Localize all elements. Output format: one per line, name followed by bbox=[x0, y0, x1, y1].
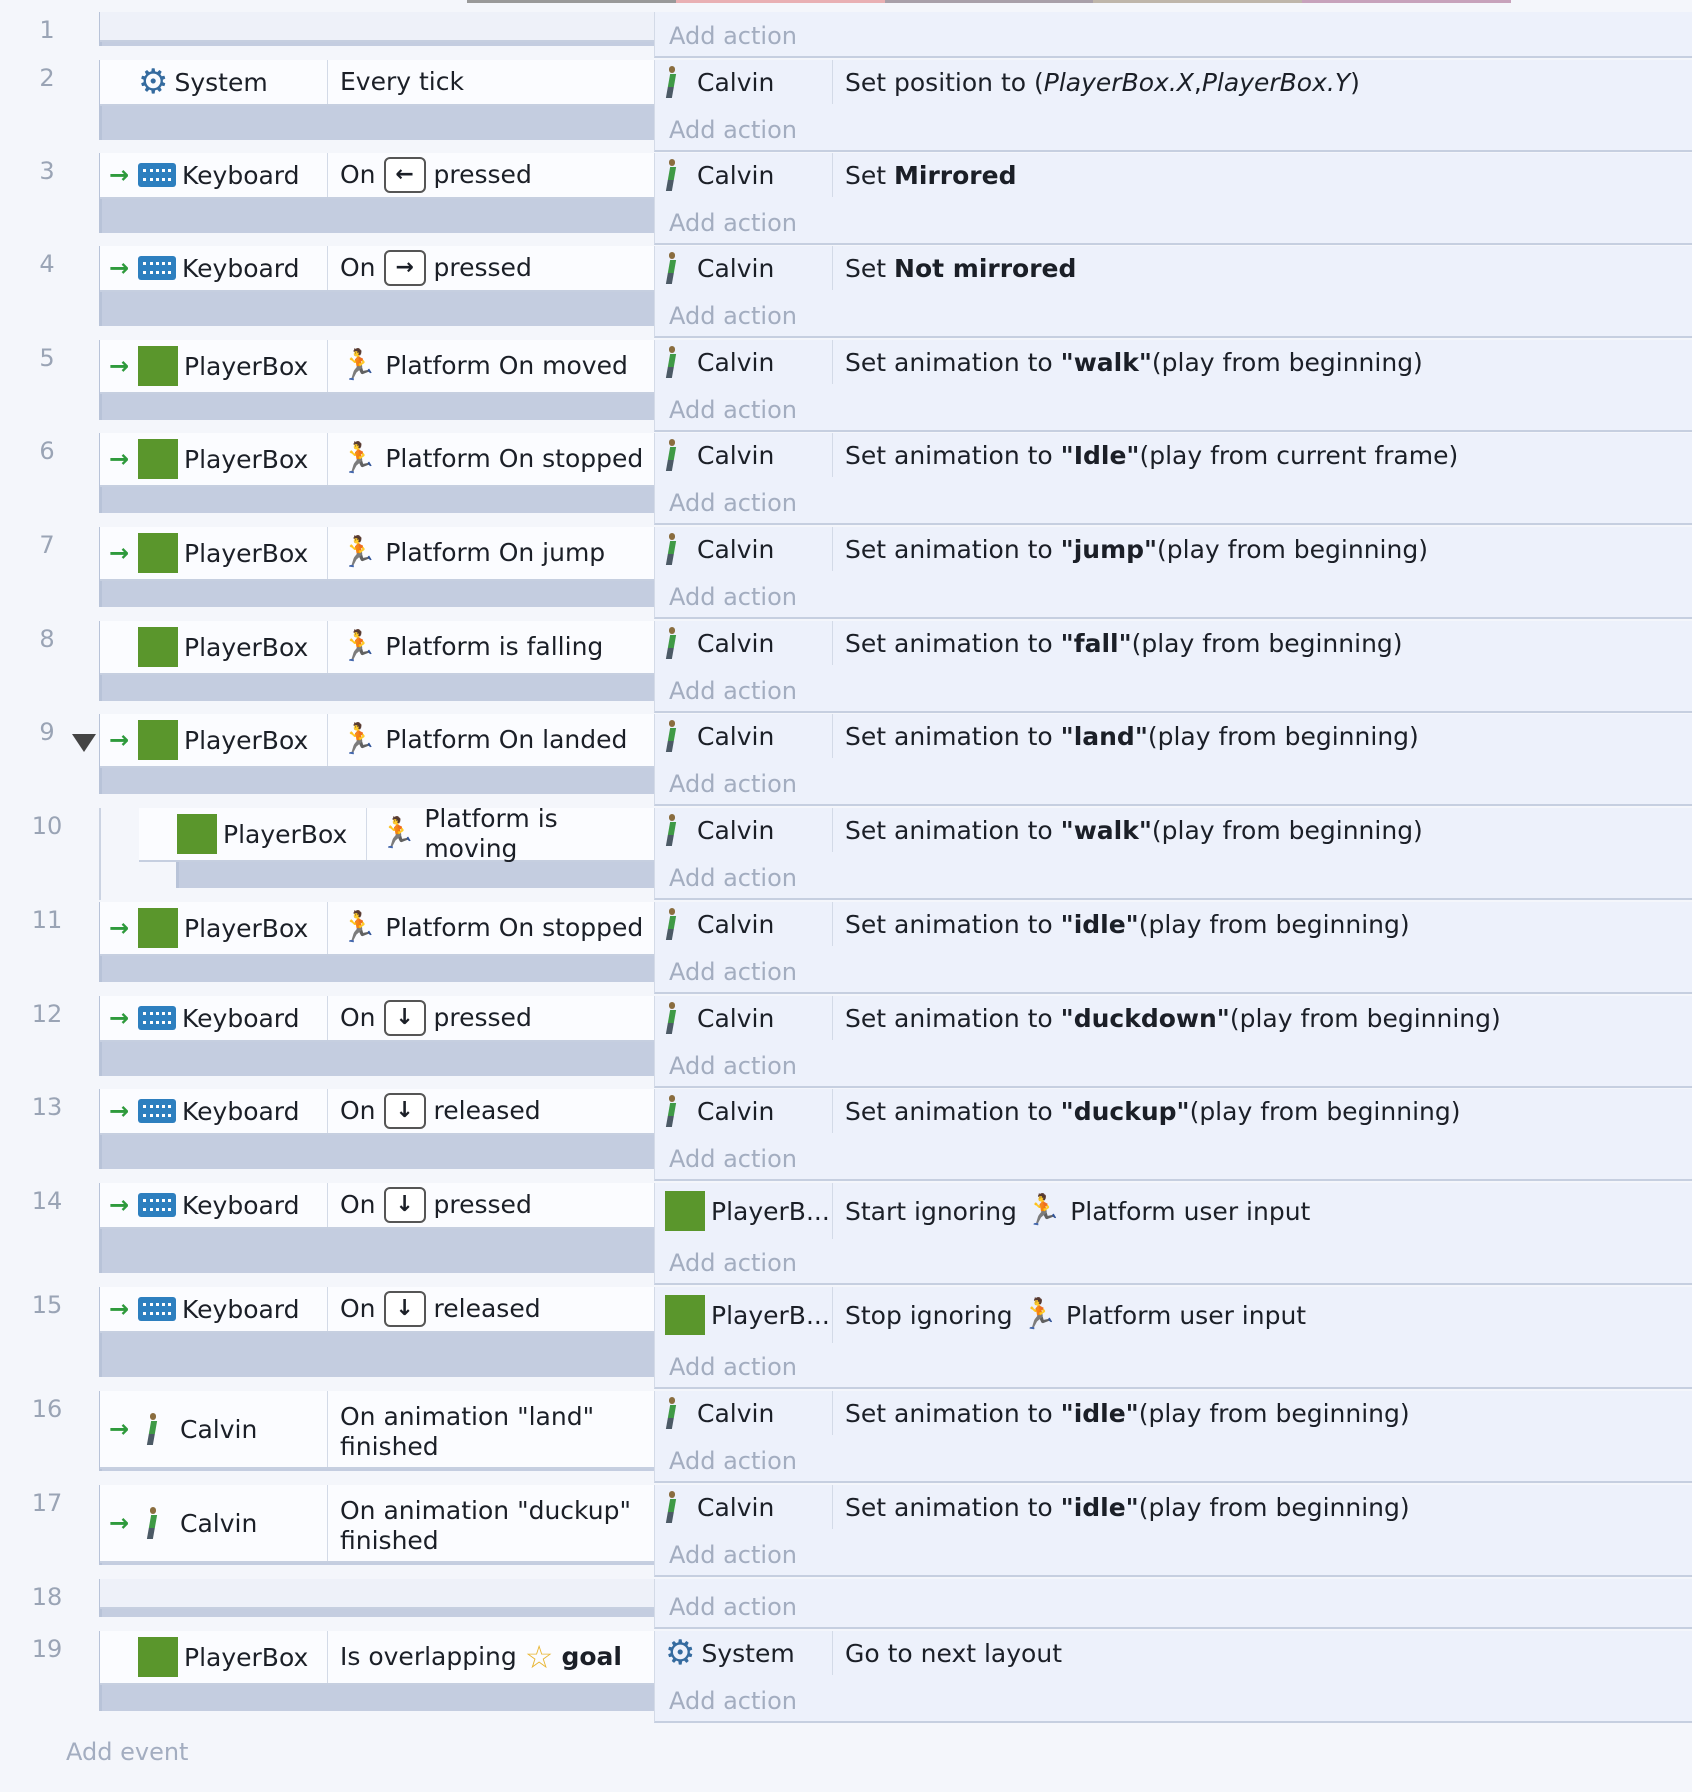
action-object[interactable]: Calvin bbox=[655, 1485, 833, 1529]
condition-text[interactable]: On ↓ released bbox=[328, 1291, 654, 1327]
add-action-link[interactable]: Add action bbox=[669, 1687, 797, 1715]
condition[interactable] bbox=[139, 804, 654, 863]
actions-area[interactable] bbox=[654, 996, 1692, 1088]
condition-object[interactable]: PlayerBox bbox=[177, 808, 367, 860]
event-row[interactable] bbox=[0, 1287, 1692, 1389]
calvin-sprite-icon bbox=[665, 1491, 677, 1523]
playerbox-icon bbox=[138, 720, 178, 760]
action-object[interactable]: Calvin bbox=[655, 902, 833, 946]
action[interactable] bbox=[655, 808, 1692, 852]
actions-area[interactable] bbox=[654, 1287, 1692, 1389]
action[interactable] bbox=[655, 1183, 1692, 1239]
playerbox-icon bbox=[138, 908, 178, 948]
action-text[interactable]: Set animation to "idle" (play from beginning) bbox=[845, 1492, 1410, 1522]
condition-object[interactable]: PlayerBox bbox=[138, 902, 328, 954]
condition-text[interactable]: On ↓ pressed bbox=[328, 1187, 654, 1223]
calvin-sprite-icon bbox=[146, 1507, 158, 1539]
event-number: 12 bbox=[31, 1000, 63, 1028]
condition[interactable] bbox=[100, 433, 654, 487]
event-number: 8 bbox=[39, 625, 55, 653]
down-arrow-key-icon: ↓ bbox=[384, 1093, 426, 1129]
keyboard-icon bbox=[138, 1006, 176, 1030]
condition[interactable] bbox=[100, 1089, 654, 1135]
trigger-arrow-icon: → bbox=[108, 1191, 130, 1219]
event-number: 10 bbox=[31, 812, 63, 840]
condition[interactable] bbox=[100, 60, 654, 106]
platform-behavior-icon: 🏃 bbox=[1020, 1297, 1058, 1332]
nesting-line bbox=[99, 808, 101, 900]
condition[interactable] bbox=[100, 996, 654, 1042]
playerbox-icon bbox=[177, 814, 217, 854]
add-action-link[interactable]: Add action bbox=[669, 770, 797, 798]
collapse-toggle-icon[interactable] bbox=[72, 734, 96, 752]
trigger-arrow-icon: → bbox=[108, 1097, 130, 1125]
event-number: 2 bbox=[39, 64, 55, 92]
event-row[interactable] bbox=[0, 1579, 1692, 1629]
action[interactable] bbox=[655, 621, 1692, 665]
action[interactable] bbox=[655, 1485, 1692, 1529]
trigger-arrow-icon: → bbox=[108, 1295, 130, 1323]
event-row[interactable] bbox=[0, 1183, 1692, 1285]
action-text[interactable]: Set Not mirrored bbox=[845, 253, 1077, 283]
actions-area[interactable] bbox=[654, 1391, 1692, 1483]
action-text[interactable]: Set position to ( PlayerBox.X , PlayerBox.Y ) bbox=[845, 67, 1360, 97]
event-row[interactable] bbox=[0, 246, 1692, 338]
condition-object[interactable]: Calvin bbox=[138, 1391, 328, 1467]
right-arrow-key-icon: → bbox=[384, 250, 426, 286]
actions-area[interactable] bbox=[654, 1631, 1692, 1723]
condition-text[interactable]: Is overlapping ☆ goal bbox=[340, 1638, 622, 1676]
condition-text[interactable]: Every tick bbox=[340, 67, 464, 96]
action-object[interactable]: Calvin bbox=[655, 433, 833, 477]
condition[interactable] bbox=[100, 527, 654, 581]
platform-behavior-icon: 🏃 bbox=[340, 910, 378, 945]
condition-area[interactable] bbox=[100, 12, 654, 42]
condition-text[interactable]: 🏃 Platform On stopped bbox=[340, 441, 644, 476]
calvin-sprite-icon bbox=[665, 533, 677, 565]
action-text[interactable]: Set Mirrored bbox=[845, 160, 1017, 190]
event-row[interactable] bbox=[0, 340, 1692, 432]
action-text[interactable]: Set animation to "duckdown" (play from beginning) bbox=[845, 1003, 1501, 1033]
event-row[interactable] bbox=[0, 1391, 1692, 1483]
action-object[interactable]: Calvin bbox=[655, 1391, 833, 1435]
condition-object[interactable]: Keyboard bbox=[138, 246, 328, 290]
action-text[interactable]: Set animation to "fall" (play from beginning) bbox=[845, 628, 1403, 658]
action[interactable] bbox=[655, 340, 1692, 384]
action-object[interactable]: Calvin bbox=[655, 996, 833, 1040]
platform-behavior-icon: 🏃 bbox=[379, 816, 417, 851]
calvin-sprite-icon bbox=[665, 908, 677, 940]
event-number: 18 bbox=[31, 1583, 63, 1611]
action-object[interactable]: PlayerB... bbox=[655, 1183, 833, 1239]
down-arrow-key-icon: ↓ bbox=[384, 1187, 426, 1223]
condition-object[interactable]: Keyboard bbox=[138, 1089, 328, 1133]
condition[interactable] bbox=[100, 1631, 654, 1685]
action[interactable] bbox=[655, 1287, 1692, 1343]
condition-area[interactable] bbox=[100, 1579, 654, 1609]
event-number: 3 bbox=[39, 157, 55, 185]
sub-event-row[interactable] bbox=[0, 804, 1692, 900]
playerbox-icon bbox=[138, 533, 178, 573]
event-number: 15 bbox=[31, 1291, 63, 1319]
actions-area[interactable] bbox=[654, 808, 1692, 900]
platform-behavior-icon: 🏃 bbox=[1024, 1193, 1063, 1228]
event-number: 11 bbox=[31, 906, 63, 934]
action-object[interactable]: PlayerB... bbox=[655, 1287, 833, 1343]
event-number: 19 bbox=[31, 1635, 63, 1663]
condition-text[interactable]: On → pressed bbox=[328, 250, 654, 286]
actions-area[interactable] bbox=[654, 246, 1692, 338]
action-text[interactable]: Set animation to "land" (play from beginning) bbox=[845, 721, 1419, 751]
action-text[interactable]: Go to next layout bbox=[845, 1638, 1062, 1668]
trigger-arrow-icon: → bbox=[108, 445, 130, 473]
actions-area[interactable] bbox=[654, 527, 1692, 619]
add-action-link[interactable]: Add action bbox=[669, 1447, 797, 1475]
condition[interactable] bbox=[100, 714, 654, 768]
event-number: 16 bbox=[31, 1395, 63, 1423]
condition-object[interactable]: PlayerBox bbox=[138, 340, 328, 392]
condition-text[interactable]: On ↓ pressed bbox=[328, 1000, 654, 1036]
add-action-link[interactable]: Add action bbox=[669, 209, 797, 237]
platform-behavior-icon: 🏃 bbox=[340, 535, 378, 570]
calvin-sprite-icon bbox=[665, 159, 677, 191]
playerbox-icon bbox=[665, 1191, 705, 1231]
condition-text[interactable]: 🏃 Platform On stopped bbox=[340, 910, 644, 945]
action[interactable] bbox=[655, 527, 1692, 571]
condition-object[interactable]: ⚙ System bbox=[138, 60, 328, 104]
keyboard-icon bbox=[138, 1193, 176, 1217]
playerbox-icon bbox=[138, 346, 178, 386]
platform-behavior-icon: 🏃 bbox=[340, 629, 378, 664]
calvin-sprite-icon bbox=[665, 252, 677, 284]
condition-text[interactable]: On animation "land" finished bbox=[340, 1402, 595, 1461]
add-action-link[interactable]: Add action bbox=[669, 864, 797, 892]
condition-text[interactable]: On animation "duckup" finished bbox=[340, 1496, 631, 1555]
add-action-link[interactable]: Add action bbox=[669, 1541, 797, 1569]
action[interactable] bbox=[655, 1631, 1692, 1675]
condition[interactable] bbox=[100, 153, 654, 199]
playerbox-icon bbox=[138, 1637, 178, 1677]
actions-area[interactable] bbox=[654, 340, 1692, 432]
actions-area[interactable] bbox=[654, 1089, 1692, 1181]
event-number: 4 bbox=[39, 250, 55, 278]
event-row[interactable] bbox=[0, 12, 1692, 58]
action-text[interactable]: Stop ignoring 🏃 Platform user input bbox=[845, 1297, 1307, 1332]
goal-star-icon: ☆ bbox=[524, 1638, 554, 1676]
actions-area[interactable] bbox=[654, 621, 1692, 713]
condition-object[interactable]: PlayerBox bbox=[138, 714, 328, 766]
condition[interactable] bbox=[100, 1391, 654, 1469]
action-text[interactable]: Set animation to "idle" (play from beginning) bbox=[845, 909, 1410, 939]
actions-area[interactable] bbox=[654, 433, 1692, 525]
condition[interactable] bbox=[100, 1287, 654, 1333]
action-text[interactable]: Start ignoring 🏃 Platform user input bbox=[845, 1193, 1311, 1228]
calvin-sprite-icon bbox=[665, 1397, 677, 1429]
add-action-link[interactable]: Add action bbox=[669, 1052, 797, 1080]
add-action-link[interactable]: Add action bbox=[669, 1249, 797, 1277]
actions-area[interactable] bbox=[654, 1579, 1692, 1629]
actions-area[interactable] bbox=[654, 60, 1692, 152]
add-action-link[interactable]: Add action bbox=[669, 302, 797, 330]
calvin-sprite-icon bbox=[665, 814, 677, 846]
condition[interactable] bbox=[100, 902, 654, 956]
event-row[interactable] bbox=[0, 1631, 1692, 1723]
add-action-link[interactable]: Add action bbox=[669, 489, 797, 517]
action-object[interactable]: Calvin bbox=[655, 527, 833, 571]
trigger-arrow-icon: → bbox=[108, 539, 130, 567]
action[interactable] bbox=[655, 246, 1692, 290]
condition-text[interactable]: 🏃 Platform is moving bbox=[379, 804, 558, 863]
gear-icon: ⚙ bbox=[665, 1633, 696, 1673]
condition-text[interactable]: 🏃 Platform On moved bbox=[340, 348, 628, 383]
add-action-link[interactable]: Add action bbox=[669, 958, 797, 986]
trigger-arrow-icon: → bbox=[108, 914, 130, 942]
playerbox-icon bbox=[665, 1295, 705, 1335]
trigger-arrow-icon: → bbox=[108, 1509, 130, 1537]
condition-object[interactable]: PlayerBox bbox=[138, 621, 328, 673]
trigger-arrow-icon: → bbox=[108, 352, 130, 380]
event-row[interactable] bbox=[0, 527, 1692, 619]
add-action-link[interactable]: Add action bbox=[669, 116, 797, 144]
event-row[interactable] bbox=[0, 996, 1692, 1088]
down-arrow-key-icon: ↓ bbox=[384, 1291, 426, 1327]
keyboard-icon bbox=[138, 256, 176, 280]
action-text[interactable]: Set animation to "Idle" (play from current frame) bbox=[845, 440, 1459, 470]
event-number: 13 bbox=[31, 1093, 63, 1121]
keyboard-icon bbox=[138, 163, 176, 187]
trigger-arrow-icon: → bbox=[108, 161, 130, 189]
add-action-link[interactable]: Add action bbox=[669, 1145, 797, 1173]
event-row[interactable] bbox=[0, 714, 1692, 806]
down-arrow-key-icon: ↓ bbox=[384, 1000, 426, 1036]
condition-object[interactable]: Keyboard bbox=[138, 153, 328, 197]
action-object[interactable]: Calvin bbox=[655, 621, 833, 665]
condition-text[interactable]: 🏃 Platform On jump bbox=[340, 535, 606, 570]
action-object[interactable]: Calvin bbox=[655, 153, 833, 197]
action-object[interactable]: Calvin bbox=[655, 60, 833, 104]
event-row[interactable] bbox=[0, 902, 1692, 994]
action[interactable] bbox=[655, 996, 1692, 1040]
action[interactable] bbox=[655, 714, 1692, 758]
keyboard-icon bbox=[138, 1099, 176, 1123]
action-text[interactable]: Set animation to "idle" (play from beginning) bbox=[845, 1398, 1410, 1428]
actions-area[interactable] bbox=[654, 1485, 1692, 1577]
action-object[interactable]: Calvin bbox=[655, 246, 833, 290]
event-number: 1 bbox=[39, 16, 55, 44]
event-number: 9 bbox=[39, 718, 55, 746]
condition-text[interactable]: On ↓ released bbox=[328, 1093, 654, 1129]
add-action-link[interactable]: Add action bbox=[669, 396, 797, 424]
actions-area[interactable] bbox=[654, 153, 1692, 245]
event-number: 6 bbox=[39, 437, 55, 465]
add-event-link[interactable]: Add event bbox=[66, 1738, 189, 1766]
calvin-sprite-icon bbox=[665, 627, 677, 659]
condition-object[interactable]: Calvin bbox=[138, 1485, 328, 1561]
actions-area[interactable] bbox=[654, 1183, 1692, 1285]
add-action-link[interactable]: Add action bbox=[669, 677, 797, 705]
condition-object[interactable]: Keyboard bbox=[138, 996, 328, 1040]
condition-object[interactable]: PlayerBox bbox=[138, 527, 328, 579]
condition-object[interactable]: Keyboard bbox=[138, 1183, 328, 1227]
action[interactable] bbox=[655, 60, 1692, 104]
action-text[interactable]: Set animation to "jump" (play from beginning) bbox=[845, 534, 1428, 564]
trigger-arrow-icon: → bbox=[108, 254, 130, 282]
platform-behavior-icon: 🏃 bbox=[340, 722, 378, 757]
calvin-sprite-icon bbox=[665, 66, 677, 98]
event-row[interactable] bbox=[0, 1485, 1692, 1577]
condition-text[interactable]: 🏃 Platform On landed bbox=[340, 722, 628, 757]
event-number: 7 bbox=[39, 531, 55, 559]
event-row[interactable] bbox=[0, 621, 1692, 713]
platform-behavior-icon: 🏃 bbox=[340, 348, 378, 383]
action[interactable] bbox=[655, 1391, 1692, 1435]
condition[interactable] bbox=[100, 1183, 654, 1229]
event-number: 5 bbox=[39, 344, 55, 372]
condition-text[interactable]: On ← pressed bbox=[328, 157, 654, 193]
action[interactable] bbox=[655, 433, 1692, 477]
calvin-sprite-icon bbox=[146, 1413, 158, 1445]
condition[interactable] bbox=[100, 1485, 654, 1563]
add-action-link[interactable]: Add action bbox=[669, 22, 797, 50]
trigger-arrow-icon: → bbox=[108, 726, 130, 754]
event-row[interactable] bbox=[0, 1089, 1692, 1181]
action[interactable] bbox=[655, 902, 1692, 946]
calvin-sprite-icon bbox=[665, 1002, 677, 1034]
calvin-sprite-icon bbox=[665, 439, 677, 471]
calvin-sprite-icon bbox=[665, 720, 677, 752]
top-scroll-indicator bbox=[467, 0, 1511, 3]
action-text[interactable]: Set animation to "walk" (play from beginning) bbox=[845, 815, 1423, 845]
trigger-arrow-icon: → bbox=[108, 1415, 130, 1443]
add-action-link[interactable]: Add action bbox=[669, 1593, 797, 1621]
condition-text[interactable]: 🏃 Platform is falling bbox=[340, 629, 604, 664]
gear-icon: ⚙ bbox=[138, 62, 169, 102]
action[interactable] bbox=[655, 1089, 1692, 1133]
action[interactable] bbox=[655, 153, 1692, 197]
event-row[interactable] bbox=[0, 60, 1692, 152]
add-action-link[interactable]: Add action bbox=[669, 1353, 797, 1381]
condition-object[interactable]: PlayerBox bbox=[138, 433, 328, 485]
condition[interactable] bbox=[100, 246, 654, 292]
condition-object[interactable]: PlayerBox bbox=[138, 1631, 328, 1683]
playerbox-icon bbox=[138, 439, 178, 479]
add-action-link[interactable]: Add action bbox=[669, 583, 797, 611]
actions-area[interactable] bbox=[654, 12, 1692, 58]
actions-area[interactable] bbox=[654, 714, 1692, 806]
left-arrow-key-icon: ← bbox=[384, 157, 426, 193]
action-object[interactable]: Calvin bbox=[655, 340, 833, 384]
event-number: 14 bbox=[31, 1187, 63, 1215]
condition-object[interactable]: Keyboard bbox=[138, 1287, 328, 1331]
keyboard-icon bbox=[138, 1297, 176, 1321]
event-row[interactable] bbox=[0, 153, 1692, 245]
playerbox-icon bbox=[138, 627, 178, 667]
calvin-sprite-icon bbox=[665, 1095, 677, 1127]
action-object[interactable]: ⚙ System bbox=[655, 1631, 833, 1675]
condition[interactable] bbox=[100, 340, 654, 394]
event-number: 17 bbox=[31, 1489, 63, 1517]
actions-area[interactable] bbox=[654, 902, 1692, 994]
action-object[interactable]: Calvin bbox=[655, 1089, 833, 1133]
platform-behavior-icon: 🏃 bbox=[340, 441, 378, 476]
action-object[interactable]: Calvin bbox=[655, 714, 833, 758]
action-text[interactable]: Set animation to "walk" (play from beginning) bbox=[845, 347, 1423, 377]
event-row[interactable] bbox=[0, 433, 1692, 525]
action-text[interactable]: Set animation to "duckup" (play from beginning) bbox=[845, 1096, 1461, 1126]
action-object[interactable]: Calvin bbox=[655, 808, 833, 852]
condition[interactable] bbox=[100, 621, 654, 675]
trigger-arrow-icon: → bbox=[108, 1004, 130, 1032]
calvin-sprite-icon bbox=[665, 346, 677, 378]
